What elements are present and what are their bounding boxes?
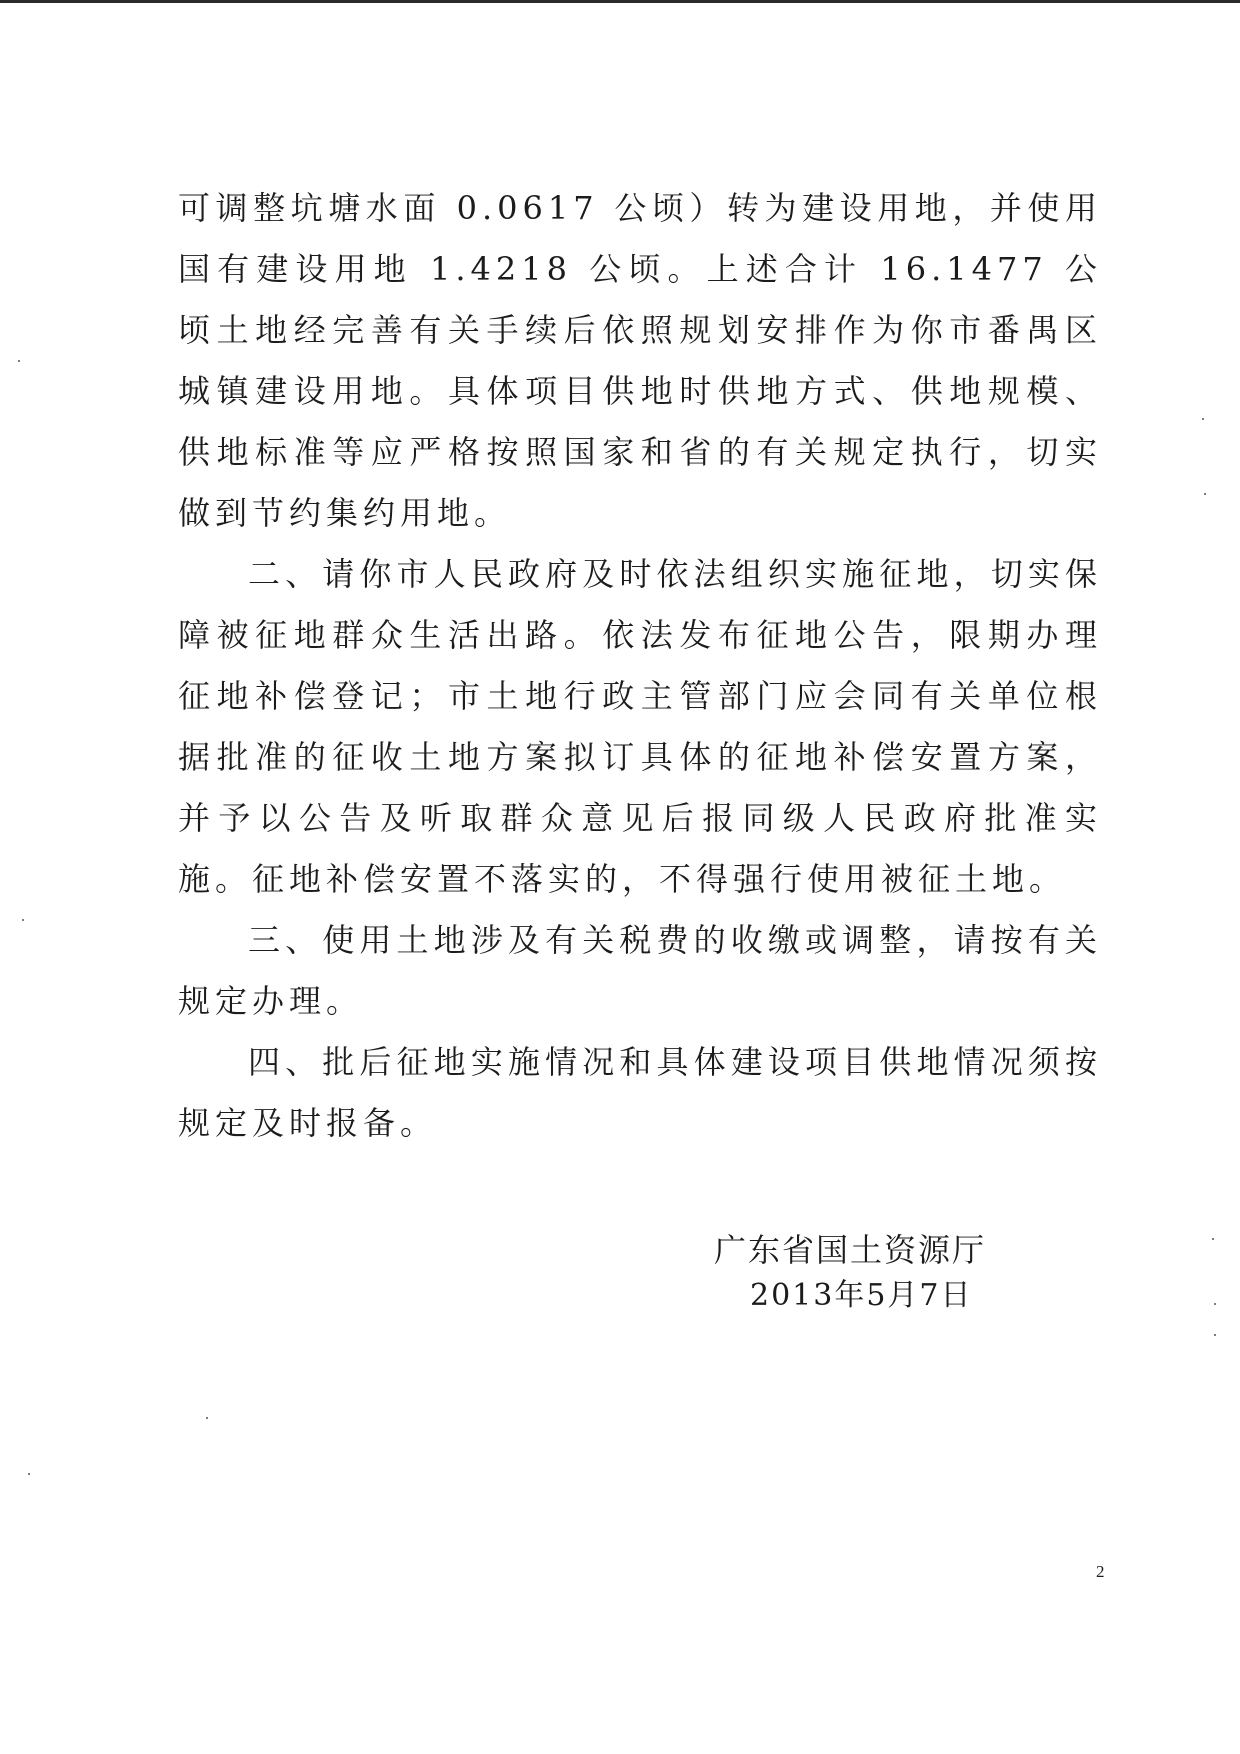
paragraph-item-four: 四、批后征地实施情况和具体建设项目供地情况须按规定及时报备。 [178,1043,1102,1142]
issuing-organization: 广东省国土资源厅 [714,1231,987,1269]
scan-speck [28,1473,30,1475]
scan-speck [1212,1238,1214,1240]
scan-speck [18,360,20,362]
document-body [178,178,1102,1154]
page-number: 2 [1096,1562,1105,1581]
scan-speck [1214,1334,1216,1336]
paragraph-continuation: 可调整坑塘水面 0.0617 公顷）转为建设用地，并使用国有建设用地 1.4218 公顷。上述合计 16.1477 公顷土地经完善有关手续后依照规划安排作为你市番禺区城镇建设用地。具体项目供地时供地方式、供地规模、供地标准等应严格按照国家和省的有关规定执行，切实做到节约集约用地。 [178,189,1102,532]
scan-top-edge [0,0,1240,3]
issue-date: 2013年5月7日 [750,1278,973,1313]
scan-speck [22,919,24,921]
paragraph-item-two: 二、请你市人民政府及时依法组织实施征地，切实保障被征地群众生活出路。依法发布征地公告，限期办理征地补偿登记；市土地行政主管部门应会同有关单位根据批准的征收土地方案拟订具体的征地补偿安置方案，并予以公告及听取群众意见后报同级人民政府批准实施。征地补偿安置不落实的，不得强行使用被征土地。 [178,555,1102,898]
paragraph-item-three: 三、使用土地涉及有关税费的收缴或调整，请按有关规定办理。 [178,921,1102,1020]
scan-speck [1214,1303,1216,1305]
scan-speck [206,1417,208,1419]
signature-block [700,1226,1000,1318]
scan-speck [1202,418,1204,420]
scan-speck [1204,493,1206,495]
